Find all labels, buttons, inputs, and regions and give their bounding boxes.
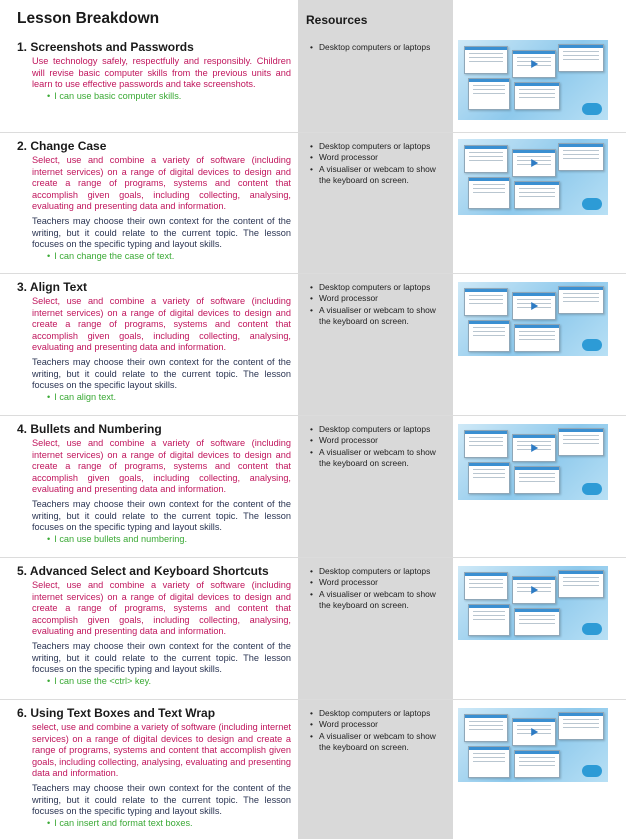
slide-text-line	[473, 89, 505, 90]
slide-text-line	[517, 725, 551, 726]
resources-heading: Resources	[306, 13, 368, 27]
resource-item: • Desktop computers or laptops	[309, 708, 449, 719]
play-icon	[531, 159, 538, 167]
slide-header-bar	[465, 431, 507, 434]
resource-item: • A visualiser or webcam to show the keyboard on screen.	[309, 305, 449, 328]
slide-text-line	[469, 725, 503, 726]
resource-item: • Word processor	[309, 435, 449, 446]
slide-preview	[512, 292, 556, 320]
slide-text-line	[469, 299, 503, 300]
slide-header-bar	[469, 747, 509, 750]
resource-item: • Word processor	[309, 577, 449, 588]
slide-preview	[512, 576, 556, 604]
resource-item: • Desktop computers or laptops	[309, 282, 449, 293]
slide-header-bar	[513, 51, 555, 54]
slide-text-line	[473, 93, 505, 94]
lesson-title-text: Advanced Select and Keyboard Shortcuts	[29, 564, 269, 578]
resources-list	[309, 282, 449, 328]
lesson-content	[17, 706, 291, 829]
resource-item: • Desktop computers or laptops	[309, 424, 449, 435]
lesson-number: 1.	[17, 40, 28, 54]
slide-preview	[512, 434, 556, 462]
teacher-note: Teachers may choose their own context for the content of the writing, but it could relate to the current topic. The lesson focuses on the specific typing and layout skills.	[32, 782, 291, 817]
slide-text-line	[519, 757, 555, 758]
resource-item: • A visualiser or webcam to show the keyboard on screen.	[309, 589, 449, 612]
slide-header-bar	[559, 287, 603, 290]
slide-text-line	[563, 55, 599, 56]
resource-item: • A visualiser or webcam to show the keyboard on screen.	[309, 731, 449, 754]
resources-list	[309, 42, 449, 53]
slide-header-bar	[515, 325, 559, 328]
success-criteria: • I can align text.	[47, 392, 291, 404]
slide-header-bar	[513, 150, 555, 153]
resource-item: • Desktop computers or laptops	[309, 141, 449, 152]
success-criteria: • I can change the case of text.	[47, 251, 291, 263]
lesson-number: 2.	[17, 139, 28, 153]
slide-text-line	[519, 619, 555, 620]
slide-text-line	[519, 192, 555, 193]
slide-text-line	[563, 150, 599, 151]
lesson-title	[17, 706, 291, 720]
slide-text-line	[563, 435, 599, 436]
slide-preview	[558, 570, 604, 598]
success-criteria: • I can use the <ctrl> key.	[47, 676, 291, 688]
resource-item: • Word processor	[309, 152, 449, 163]
slide-header-bar	[515, 609, 559, 612]
slide-text-line	[473, 473, 505, 474]
slide-header-bar	[465, 146, 507, 149]
slide-text-line	[469, 160, 503, 161]
slide-text-line	[469, 152, 503, 153]
lesson-title	[17, 422, 291, 436]
lesson-content	[17, 422, 291, 545]
slide-text-line	[563, 581, 599, 582]
slide-text-line	[469, 441, 503, 442]
lesson-objective: Select, use and combine a variety of software (including internet services) on a range of digital devices to design and create a range of programs, systems and content that accomplish given goals, including collecting, analysing, evaluating and presenting data and information.	[32, 155, 291, 212]
teacher-note: Teachers may choose their own context for the content of the writing, but it could relate to the current topic. The lesson focuses on the specific typing and layout skills.	[32, 215, 291, 250]
resource-item: • Word processor	[309, 719, 449, 730]
slide-text-line	[469, 303, 503, 304]
brand-logo-icon	[582, 623, 602, 635]
lesson-slides-thumbnail[interactable]	[458, 566, 608, 640]
success-criteria: • I can use bullets and numbering.	[47, 534, 291, 546]
slide-text-line	[563, 293, 599, 294]
slide-preview	[558, 428, 604, 456]
slide-text-line	[469, 587, 503, 588]
brand-logo-icon	[582, 339, 602, 351]
slide-text-line	[473, 331, 505, 332]
slide-text-line	[563, 585, 599, 586]
slide-text-line	[473, 184, 505, 185]
slide-preview	[558, 44, 604, 72]
slide-text-line	[563, 301, 599, 302]
slide-text-line	[473, 611, 505, 612]
lesson-row	[0, 699, 626, 840]
slide-preview	[512, 149, 556, 177]
lesson-title-text: Using Text Boxes and Text Wrap	[30, 706, 216, 720]
slide-preview	[512, 50, 556, 78]
slide-preview	[514, 750, 560, 778]
resource-item: • A visualiser or webcam to show the keyboard on screen.	[309, 164, 449, 187]
slide-text-line	[563, 51, 599, 52]
resources-list	[309, 566, 449, 612]
slide-text-line	[519, 339, 555, 340]
slide-preview	[514, 466, 560, 494]
slide-text-line	[469, 583, 503, 584]
lesson-title	[17, 280, 291, 294]
slide-preview	[468, 320, 510, 352]
slide-text-line	[473, 335, 505, 336]
lesson-title-text: Change Case	[30, 139, 107, 153]
lesson-title	[17, 564, 291, 578]
slide-header-bar	[469, 463, 509, 466]
slide-text-line	[469, 579, 503, 580]
slide-text-line	[519, 481, 555, 482]
slide-preview	[558, 712, 604, 740]
lesson-objective: Select, use and combine a variety of software (including internet services) on a range of digital devices to design and create a range of programs, systems and content that accomplish given goals, including collecting, analysing, evaluating and presenting data and information.	[32, 580, 291, 637]
slide-text-line	[517, 57, 551, 58]
slide-preview	[468, 604, 510, 636]
slide-text-line	[469, 61, 503, 62]
slide-text-line	[469, 156, 503, 157]
lesson-title	[17, 139, 291, 153]
slide-header-bar	[559, 45, 603, 48]
lesson-slides-thumbnail[interactable]	[458, 282, 608, 356]
slide-text-line	[473, 192, 505, 193]
slide-preview	[468, 78, 510, 110]
lesson-title-text: Align Text	[29, 280, 88, 294]
slide-header-bar	[469, 79, 509, 82]
lesson-objective: Select, use and combine a variety of software (including internet services) on a range of digital devices to design and create a range of programs, systems and content that accomplish given goals, including collecting, analysing, evaluating and presenting data and information.	[32, 296, 291, 353]
lesson-content	[17, 564, 291, 687]
lesson-slides-thumbnail[interactable]	[458, 40, 608, 120]
slide-text-line	[519, 196, 555, 197]
slide-text-line	[563, 577, 599, 578]
slide-text-line	[473, 327, 505, 328]
slide-preview	[464, 572, 508, 600]
brand-logo-icon	[582, 483, 602, 495]
slide-header-bar	[559, 429, 603, 432]
resource-item: • A visualiser or webcam to show the keyboard on screen.	[309, 447, 449, 470]
resource-item: • Word processor	[309, 293, 449, 304]
lesson-number: 4.	[17, 422, 28, 436]
brand-logo-icon	[582, 765, 602, 777]
slide-preview	[514, 181, 560, 209]
slide-preview	[514, 82, 560, 110]
lesson-row	[0, 132, 626, 274]
lesson-row	[0, 34, 626, 132]
lesson-row	[0, 557, 626, 700]
brand-logo-icon	[582, 198, 602, 210]
slide-header-bar	[465, 573, 507, 576]
play-icon	[531, 302, 538, 310]
slide-header-bar	[515, 83, 559, 86]
slide-text-line	[563, 443, 599, 444]
slide-text-line	[469, 721, 503, 722]
slide-header-bar	[469, 321, 509, 324]
success-criteria: • I can insert and format text boxes.	[47, 818, 291, 830]
slide-header-bar	[513, 293, 555, 296]
slide-preview	[464, 714, 508, 742]
lesson-title-text: Bullets and Numbering	[30, 422, 162, 436]
slide-header-bar	[559, 713, 603, 716]
lesson-title	[17, 40, 291, 54]
slide-text-line	[563, 727, 599, 728]
lesson-number: 6.	[17, 706, 28, 720]
slide-text-line	[563, 719, 599, 720]
lesson-title-text: Screenshots and Passwords	[30, 40, 194, 54]
slide-text-line	[473, 757, 505, 758]
slide-header-bar	[515, 467, 559, 470]
slide-header-bar	[515, 751, 559, 754]
lesson-slides-thumbnail[interactable]	[458, 708, 608, 782]
slide-text-line	[519, 97, 555, 98]
slide-preview	[464, 145, 508, 173]
slide-text-line	[563, 59, 599, 60]
slide-text-line	[517, 583, 551, 584]
slide-text-line	[519, 473, 555, 474]
slide-header-bar	[559, 144, 603, 147]
slide-header-bar	[465, 715, 507, 718]
slide-text-line	[519, 335, 555, 336]
slide-preview	[468, 462, 510, 494]
teacher-note: Teachers may choose their own context for the content of the writing, but it could relate to the current topic. The lesson focuses on the specific layout skills.	[32, 356, 291, 391]
slide-text-line	[519, 188, 555, 189]
slide-header-bar	[513, 577, 555, 580]
slide-header-bar	[469, 178, 509, 181]
slide-text-line	[469, 445, 503, 446]
resources-list	[309, 708, 449, 754]
play-icon	[531, 586, 538, 594]
slide-preview	[514, 324, 560, 352]
slide-text-line	[469, 729, 503, 730]
brand-logo-icon	[582, 103, 602, 115]
lesson-objective: Select, use and combine a variety of software (including internet services) on a range of digital devices to design and create a range of programs, systems and content that accomplish given goals, including collecting, analysing, evaluating and presenting data and information.	[32, 438, 291, 495]
lesson-slides-thumbnail[interactable]	[458, 424, 608, 500]
slide-text-line	[563, 154, 599, 155]
slide-text-line	[563, 723, 599, 724]
slide-preview	[468, 746, 510, 778]
slide-text-line	[469, 295, 503, 296]
lesson-number: 5.	[17, 564, 28, 578]
slide-text-line	[473, 761, 505, 762]
slide-text-line	[563, 297, 599, 298]
teacher-note: Teachers may choose their own context for the content of the writing, but it could relate to the current topic. The lesson focuses on the specific typing and layout skills.	[32, 498, 291, 533]
slide-preview	[464, 46, 508, 74]
slide-header-bar	[469, 605, 509, 608]
lesson-objective: select, use and combine a variety of software (including internet services) on a range of digital devices to design and create a range of programs, systems and content that accomplish given goals, including collecting, analysing, evaluating and presenting data and information.	[32, 722, 291, 779]
slide-header-bar	[465, 47, 507, 50]
slide-text-line	[469, 57, 503, 58]
slide-text-line	[519, 89, 555, 90]
resource-item: • Desktop computers or laptops	[309, 42, 449, 53]
lesson-number: 3.	[17, 280, 28, 294]
resource-item: • Desktop computers or laptops	[309, 566, 449, 577]
slide-text-line	[473, 469, 505, 470]
resources-list	[309, 424, 449, 470]
slide-text-line	[517, 156, 551, 157]
slide-text-line	[519, 93, 555, 94]
success-criteria: • I can use basic computer skills.	[47, 91, 291, 103]
lesson-row	[0, 415, 626, 558]
slide-preview	[558, 143, 604, 171]
slide-preview	[464, 430, 508, 458]
lesson-content	[17, 280, 291, 403]
slide-text-line	[519, 477, 555, 478]
slide-text-line	[473, 477, 505, 478]
slide-text-line	[519, 623, 555, 624]
slide-preview	[514, 608, 560, 636]
slide-text-line	[517, 299, 551, 300]
lesson-row	[0, 273, 626, 416]
lesson-slides-thumbnail[interactable]	[458, 139, 608, 215]
lesson-objective: Use technology safely, respectfully and responsibly. Children will revise basic computer skills from the previous units and learn to use effective passwords and take screenshots.	[32, 56, 291, 90]
play-icon	[531, 728, 538, 736]
play-icon	[531, 60, 538, 68]
slide-text-line	[473, 753, 505, 754]
slide-text-line	[517, 441, 551, 442]
slide-text-line	[469, 53, 503, 54]
slide-header-bar	[513, 719, 555, 722]
slide-text-line	[563, 158, 599, 159]
slide-text-line	[473, 85, 505, 86]
play-icon	[531, 444, 538, 452]
teacher-note: Teachers may choose their own context for the content of the writing, but it could relate to the current topic. The lesson focuses on the specific typing and layout skills.	[32, 640, 291, 675]
slide-header-bar	[559, 571, 603, 574]
slide-header-bar	[515, 182, 559, 185]
slide-header-bar	[513, 435, 555, 438]
slide-text-line	[469, 437, 503, 438]
slide-text-line	[519, 765, 555, 766]
lesson-content	[17, 40, 291, 102]
page-title: Lesson Breakdown	[17, 10, 160, 27]
slide-preview	[512, 718, 556, 746]
slide-text-line	[473, 619, 505, 620]
slide-text-line	[519, 331, 555, 332]
slide-text-line	[519, 615, 555, 616]
slide-text-line	[563, 439, 599, 440]
slide-text-line	[473, 188, 505, 189]
slide-text-line	[473, 615, 505, 616]
resources-list	[309, 141, 449, 187]
slide-preview	[558, 286, 604, 314]
slide-preview	[464, 288, 508, 316]
slide-header-bar	[465, 289, 507, 292]
slide-preview	[468, 177, 510, 209]
lesson-content	[17, 139, 291, 262]
slide-text-line	[519, 761, 555, 762]
